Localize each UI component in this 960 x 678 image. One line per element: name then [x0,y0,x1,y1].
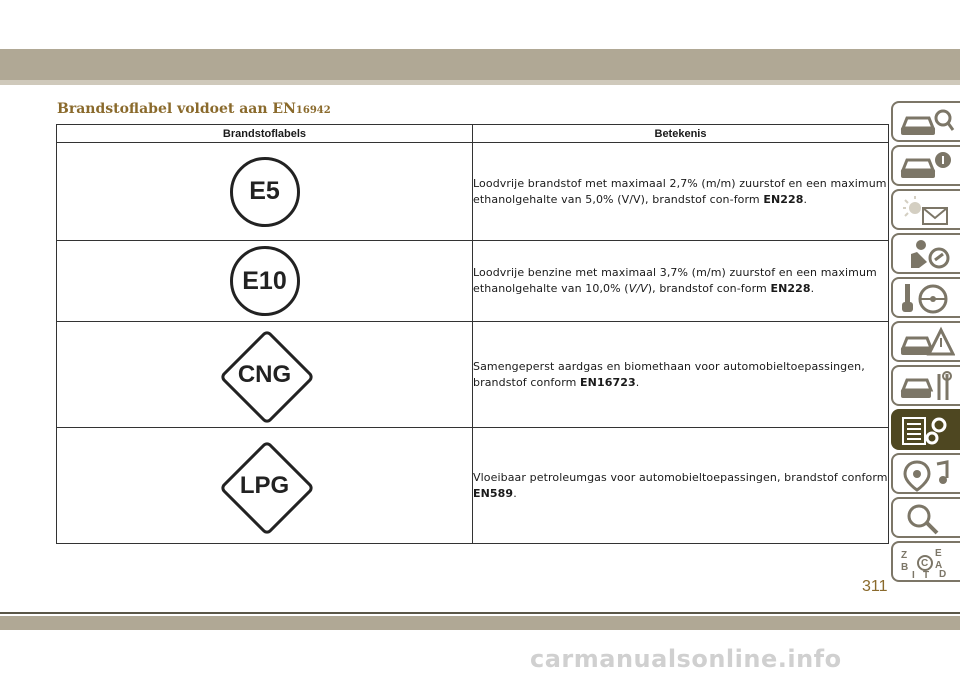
key-steering-wheel-icon [899,282,955,316]
tab-emergency[interactable] [891,321,960,362]
lpg-diamond-icon [217,438,313,534]
symbol-cell [57,143,473,241]
meaning-end: . [810,282,815,295]
meaning-text: Loodvrije brandstof met maximaal 2,7% (m/m) zuurstof en een maximum ethanolgehalte van 5,0% (V/V), brandstof con-form [473,176,887,206]
symbol-cell [57,322,473,428]
tab-safety[interactable] [891,233,960,274]
symbol-label: E5 [249,177,280,205]
table-header-row [57,125,889,143]
table-row [57,241,889,322]
specs-gear-icon [899,414,955,448]
section-title-text: Brandstoflabel voldoet aan EN [57,101,296,117]
table-row [57,322,889,428]
tab-search[interactable] [891,497,960,538]
tab-warning-lights[interactable] [891,189,960,230]
index-letter: Z [901,550,908,561]
meaning-text: Loodvrije benzine met maximaal 3,7% (m/m) zuurstof en een maximum ethanolgehalte van 10,0% ( [473,266,877,295]
warning-light-message-icon [899,194,955,228]
fuel-label-table [56,124,889,544]
index-letter: B [901,562,909,573]
header-band [0,49,960,80]
tab-technical-specs[interactable] [891,409,960,450]
index-letter: D [939,569,947,580]
index-letter: A [935,560,943,571]
standard-code: EN16723 [580,375,636,389]
meaning-text: Vloeibaar petroleumgas voor automobieltoepassingen, brandstof conform [473,470,888,484]
index-letter: T [923,570,930,580]
watermark: carmanualsonline.info [530,645,842,673]
tab-index[interactable] [891,541,960,582]
meaning-cell [473,322,889,428]
meaning-end: . [635,375,640,389]
index-letter: I [912,570,915,580]
magnifier-icon [899,502,955,536]
meaning-end: . [513,486,517,500]
tab-car-info[interactable] [891,145,960,186]
meaning-cell [473,428,889,544]
alphabet-index-icon [899,546,955,580]
symbol-label: E10 [242,266,287,295]
section-title-standard: 16942 [295,105,331,116]
meaning-cell [473,143,889,241]
standard-code: EN228 [763,192,804,206]
table-row [57,143,889,241]
seat-airbag-icon [899,238,955,272]
tab-car-search[interactable] [891,101,960,142]
meaning-end: . [803,192,808,206]
standard-code: EN589 [473,486,514,500]
footer-line [0,612,960,614]
car-warning-triangle-icon [899,326,955,360]
header-meaning: Betekenis [473,125,889,143]
e10-circle-icon [230,246,300,316]
multimedia-music-icon [899,458,955,492]
symbol-label: CNG [237,360,292,388]
tab-servicing[interactable] [891,365,960,406]
page-number: 311 [862,578,888,595]
header-fuel-labels: Brandstoflabels [57,125,473,143]
unit-italic: V/V [628,282,648,295]
index-letter: C [921,558,929,569]
tab-multimedia[interactable] [891,453,960,494]
car-wrench-icon [899,370,955,404]
car-info-icon [899,150,955,184]
tab-starting-driving[interactable] [891,277,960,318]
footer-band [0,616,960,630]
meaning-text: Samengeperst aardgas en biomethaan voor automobieltoepassingen, brandstof conform [473,359,865,389]
cng-diamond-icon [217,327,313,423]
meaning-text-middle: ), brandstof con-form [647,282,771,295]
table-row [57,428,889,544]
car-search-icon [899,106,955,140]
index-letter: E [935,548,942,559]
symbol-label: LPG [239,471,290,499]
header-band-shadow [0,80,960,85]
meaning-cell [473,241,889,322]
section-title [57,101,331,117]
symbol-cell [57,428,473,544]
standard-code: EN228 [770,282,811,295]
symbol-cell [57,241,473,322]
e5-circle-icon [230,157,300,227]
